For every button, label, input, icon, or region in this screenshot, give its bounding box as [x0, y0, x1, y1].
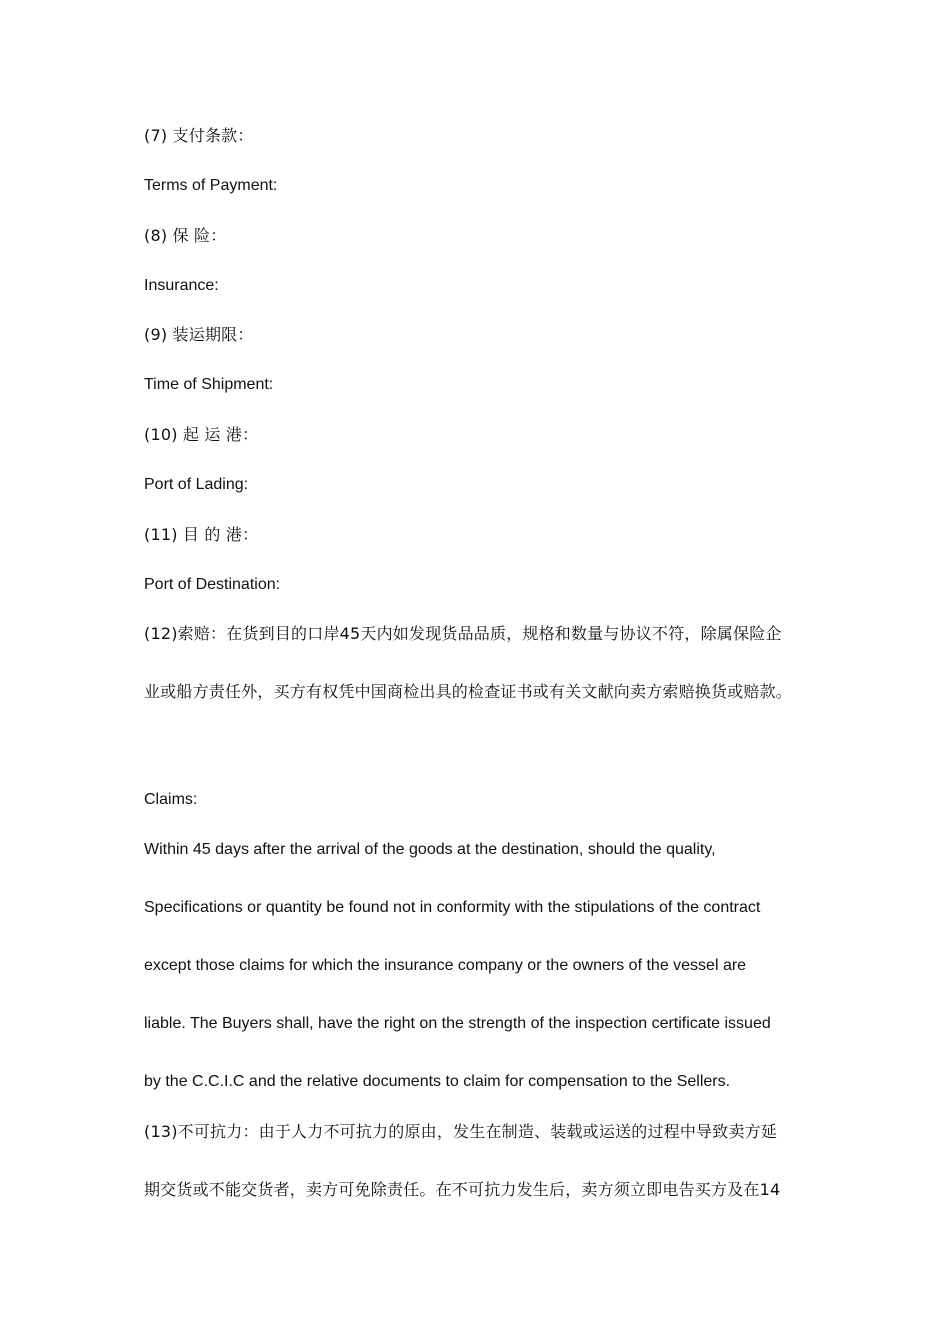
claims-heading: Claims: [144, 791, 198, 808]
clause-9-heading-en: Time of Shipment: [144, 376, 274, 393]
clause-7-heading: (7) 支付条款： [144, 126, 254, 145]
claims-text-line: liable. The Buyers shall, have the right on the strength of the inspection certificate issued [144, 1015, 771, 1032]
claims-text-line: by the C.C.I.C and the relative documents to claim for compensation to the Sellers. [144, 1073, 731, 1090]
clause-8-heading: (8) 保 险： [144, 226, 227, 245]
claims-text-line: Within 45 days after the arrival of the goods at the destination, should the quality, [144, 841, 716, 858]
clause-11-heading-en: Port of Destination: [144, 576, 281, 593]
clause-12-text-line: 业或船方责任外，买方有权凭中国商检出具的检查证书或有关文献向卖方索赔换货或赔款。 [144, 682, 793, 701]
claims-text-line: Specifications or quantity be found not in conformity with the stipulations of the contract [144, 899, 761, 916]
clause-13-text-line: 期交货或不能交货者，卖方可免除责任。在不可抗力发生后，卖方须立即电告买方及在14 [144, 1180, 781, 1199]
clause-10-heading: (10) 起 运 港： [144, 425, 259, 444]
clause-7-heading-en: Terms of Payment: [144, 177, 278, 194]
clause-12-text-line: (12)索赔：在货到目的口岸45天内如发现货品品质，规格和数量与协议不符，除属保险企 [144, 624, 782, 643]
clause-9-heading: (9) 装运期限： [144, 325, 254, 344]
clause-13-text-line: (13)不可抗力：由于人力不可抗力的原由，发生在制造、装载或运送的过程中导致卖方延 [144, 1122, 778, 1141]
clause-10-heading-en: Port of Lading: [144, 476, 249, 493]
clause-11-heading: (11) 目 的 港： [144, 525, 259, 544]
clause-8-heading-en: Insurance: [144, 277, 219, 294]
claims-text-line: except those claims for which the insurance company or the owners of the vessel are [144, 957, 747, 974]
